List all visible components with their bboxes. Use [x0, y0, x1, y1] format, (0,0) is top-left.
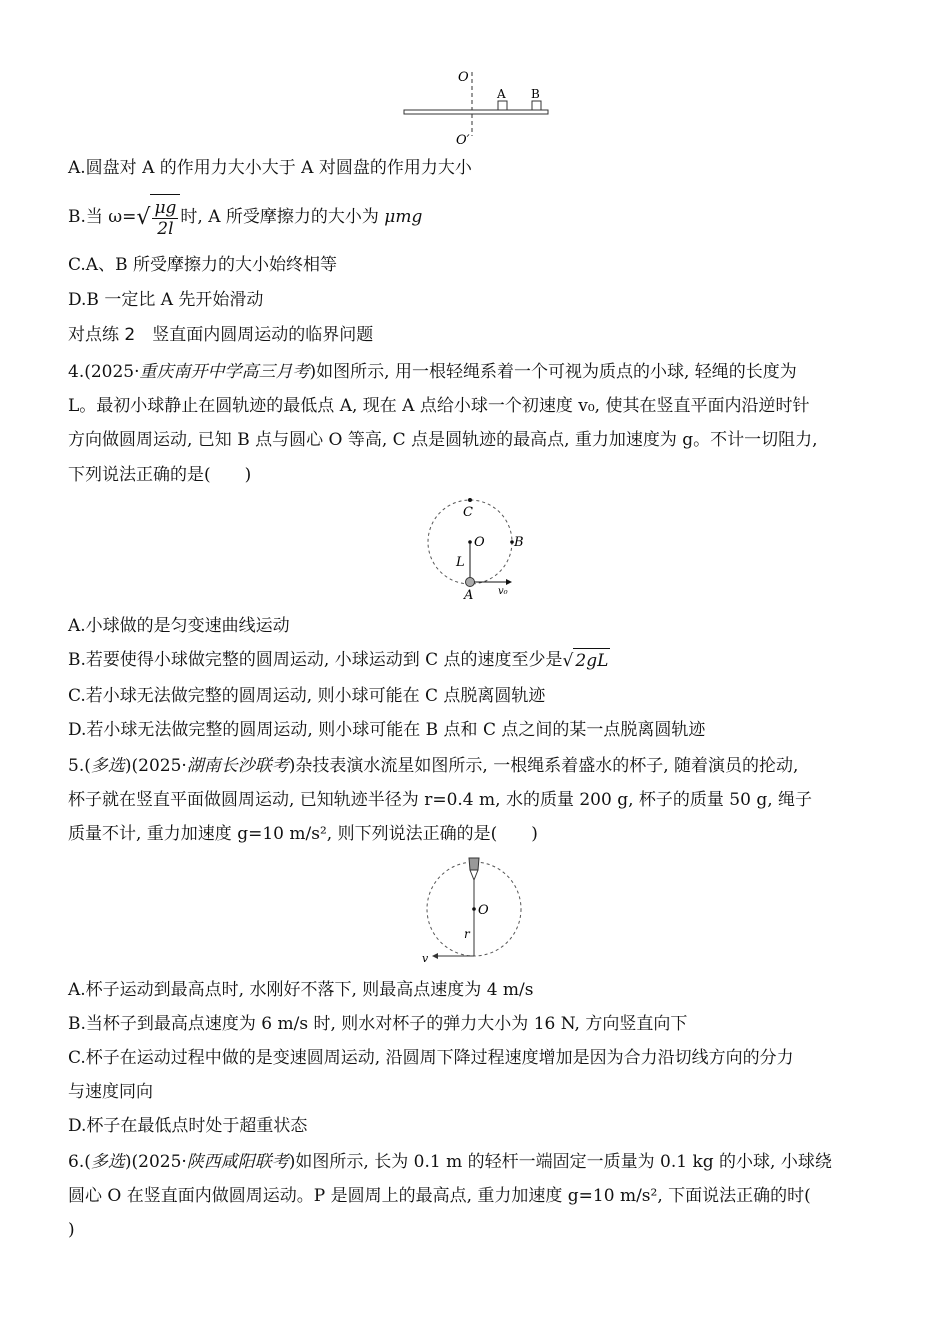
q4-line3: 方向做圆周运动, 已知 B 点与圆心 O 等高, C 点是圆轨迹的最高点, 重力加速度为 g。不计一切阻力, [68, 430, 818, 450]
label-a: A [497, 87, 506, 101]
svg-text:v: v [422, 952, 429, 965]
q5-option-b: B.当杯子到最高点速度为 6 m/s 时, 则水对杯子的弹力大小为 16 N, 方向竖直向下 [68, 1014, 688, 1034]
svg-text:L: L [456, 555, 465, 570]
svg-text:A: A [464, 588, 474, 603]
q3-option-d: D.B 一定比 A 先开始滑动 [68, 290, 264, 310]
svg-text:v₀: v₀ [498, 586, 508, 597]
fraction-numerator: μg [154, 198, 177, 218]
q5-option-c-line2: 与速度同向 [68, 1082, 153, 1102]
q4-line1: 4.(2025·重庆南开中学高三月考)如图所示, 用一根轻绳系着一个可视为质点的小球, 轻绳的长度为 [68, 362, 797, 382]
block-b [532, 101, 541, 110]
q4-circle-figure [420, 494, 530, 604]
q5-line3: 质量不计, 重力加速度 g=10 m/s², 则下列说法正确的是( ) [68, 824, 538, 844]
fraction-denominator: 2l [157, 219, 174, 239]
label-o: O [458, 70, 469, 85]
q5-option-a: A.杯子运动到最高点时, 水刚好不落下, 则最高点速度为 4 m/s [68, 980, 534, 1000]
cup-icon [469, 858, 479, 870]
q4-option-a: A.小球做的是匀变速曲线运动 [68, 616, 290, 636]
q6-line3: ) [68, 1220, 75, 1240]
sqrt-expression: √ $\frac{\mu g}{2l}$ [136, 194, 180, 241]
q3-option-b-prefix: B.当 ω= [68, 207, 137, 227]
svg-text:B: B [514, 535, 524, 550]
sqrt-expression: √ 2gL [563, 648, 611, 673]
q6-line1: 6.(多选)(2025·陕西咸阳联考)如图所示, 长为 0.1 m 的轻杆一端固定一质量为 0.1 kg 的小球, 小球绕 [68, 1152, 832, 1172]
q4-line4: 下列说法正确的是( ) [68, 465, 252, 485]
q4-option-c: C.若小球无法做完整的圆周运动, 则小球可能在 C 点脱离圆轨迹 [68, 686, 546, 706]
svg-text:O: O [474, 535, 485, 550]
q3-option-b-text: 时, A 所受摩擦力的大小为 [180, 207, 385, 227]
svg-text:r: r [464, 927, 470, 941]
q3-option-a: A.圆盘对 A 的作用力大小大于 A 对圆盘的作用力大小 [68, 158, 472, 178]
disc-figure [400, 68, 552, 150]
q5-option-c-line1: C.杯子在运动过程中做的是变速圆周运动, 沿圆周下降过程速度增加是因为合力沿切线方向的分力 [68, 1048, 794, 1068]
q6-line2: 圆心 O 在竖直面内做圆周运动。P 是圆周上的最高点, 重力加速度 g=10 m/s², 下面说法正确的时( [68, 1186, 811, 1206]
q4-option-b: B.若要使得小球做完整的圆周运动, 小球运动到 C 点的速度至少是 √ 2gL [68, 650, 609, 671]
block-a [498, 101, 507, 110]
svg-text:O: O [478, 903, 489, 918]
q3-option-c: C.A、B 所受摩擦力的大小始终相等 [68, 255, 337, 275]
q5-water-meteor-figure [418, 852, 528, 967]
q3-option-b [68, 194, 422, 241]
label-o-prime: O′ [456, 133, 470, 148]
q4-line2: L。最初小球静止在圆轨迹的最低点 A, 现在 A 点给小球一个初速度 v₀, 使其在竖直平面内沿逆时针 [68, 396, 810, 416]
section-heading: 对点练 2 竖直面内圆周运动的临界问题 [68, 325, 374, 345]
ball [466, 578, 475, 587]
svg-text:C: C [463, 505, 473, 520]
q5-line1: 5.(多选)(2025·湖南长沙联考)杂技表演水流星如图所示, 一根绳系着盛水的杯子, 随着演员的抡动, [68, 756, 799, 776]
q3-option-b-value: μmg [384, 207, 423, 227]
q4-option-d: D.若小球无法做完整的圆周运动, 则小球可能在 B 点和 C 点之间的某一点脱离圆轨迹 [68, 720, 706, 740]
label-b: B [531, 87, 540, 101]
q5-line2: 杯子就在竖直平面做圆周运动, 已知轨迹半径为 r=0.4 m, 水的质量 200 g, 杯子的质量 50 g, 绳子 [68, 790, 813, 810]
q5-option-d: D.杯子在最低点时处于超重状态 [68, 1116, 308, 1136]
